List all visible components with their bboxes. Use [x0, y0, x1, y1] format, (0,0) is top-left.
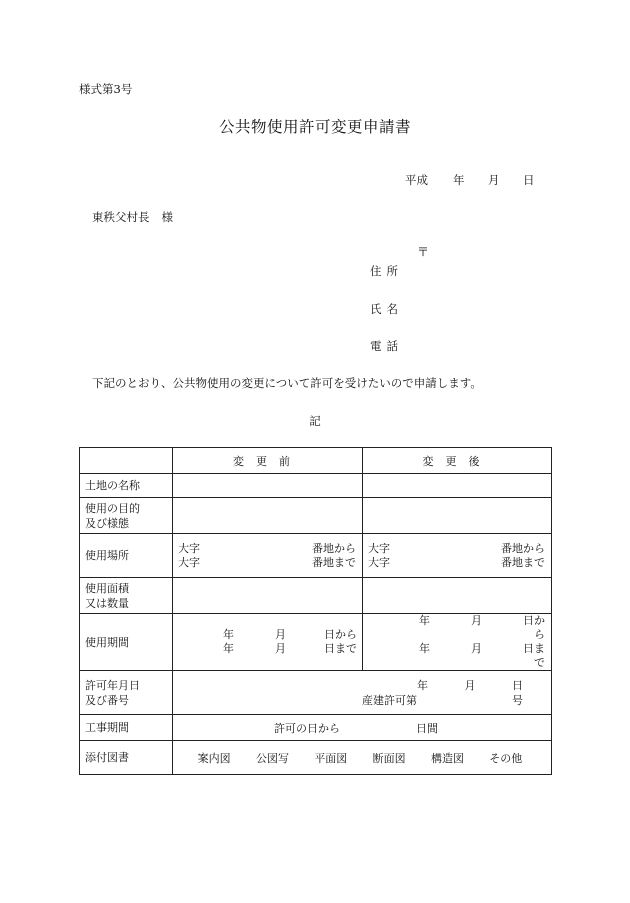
date-era: 平成 — [405, 173, 428, 187]
attachment-other[interactable]: その他 — [489, 751, 523, 765]
oaza-label: 大字 — [368, 541, 390, 555]
oaza-label: 大字 — [368, 555, 390, 569]
row-period — [80, 614, 552, 671]
construction-days-label: 日間 — [416, 721, 438, 735]
location-label: 使用場所 — [85, 549, 129, 562]
document-title: 公共物使用許可変更申請書 — [218, 118, 411, 136]
application-table — [79, 447, 552, 775]
row-label-area — [80, 578, 173, 614]
oaza-label: 大字 — [178, 555, 200, 569]
month-label: 月 — [471, 614, 482, 627]
row-label-location — [80, 534, 173, 578]
period-label: 使用期間 — [85, 635, 129, 649]
to-label: 番地まで — [501, 555, 545, 569]
permit-month-label: 月 — [464, 678, 476, 692]
header-row — [80, 448, 552, 474]
day-to-label: 日まで — [324, 642, 357, 655]
attachment-plan-view[interactable]: 平面図 — [314, 751, 348, 765]
attachment-section-view[interactable]: 断面図 — [372, 751, 406, 765]
to-label: 番地まで — [312, 555, 356, 569]
date-year: 年 — [453, 173, 465, 187]
area-label-2: 又は数量 — [85, 596, 129, 610]
attachment-structure-drawing[interactable]: 構造図 — [430, 751, 464, 765]
construction-label: 工事期間 — [85, 721, 129, 734]
year-label: 年 — [419, 614, 430, 627]
area-before[interactable] — [173, 578, 363, 614]
header-after: 変更後 — [363, 448, 552, 474]
area-label-1: 使用面積 — [85, 581, 129, 595]
address-label: 住所 — [370, 264, 403, 278]
row-attachments — [80, 741, 552, 775]
row-label-period — [80, 614, 173, 671]
purpose-after[interactable] — [363, 498, 552, 534]
attachment-cadastral-copy[interactable]: 公図写 — [255, 751, 289, 765]
attachment-guide-map[interactable]: 案内図 — [197, 751, 231, 765]
from-label: 番地から — [501, 541, 545, 555]
permit-no-label: 産建許可第 — [362, 693, 417, 707]
day-to-label: 日まで — [523, 642, 545, 669]
permit-day-label: 日 — [512, 678, 523, 692]
oaza-label: 大字 — [178, 541, 200, 555]
permit-cell[interactable] — [173, 671, 552, 715]
purpose-before[interactable] — [173, 498, 363, 534]
area-after[interactable] — [363, 578, 552, 614]
addressee-honorific: 様 — [161, 210, 173, 224]
period-after[interactable] — [363, 614, 552, 671]
row-location — [80, 534, 552, 578]
permit-number-suffix: 号 — [512, 693, 523, 707]
month-label: 月 — [275, 628, 286, 641]
header-blank — [80, 448, 173, 474]
purpose-label-2: 及び様態 — [85, 516, 129, 530]
row-area — [80, 578, 552, 614]
row-label-permit — [80, 671, 173, 715]
day-from-label: 日から — [324, 628, 357, 641]
period-before[interactable] — [173, 614, 363, 671]
date-month: 月 — [488, 173, 500, 187]
day-from-label: 日から — [523, 614, 545, 641]
construction-from-label: 許可の日から — [274, 721, 340, 735]
year-label: 年 — [223, 642, 234, 655]
location-before[interactable] — [173, 534, 363, 578]
land-name-label: 土地の名称 — [85, 479, 140, 492]
construction-cell[interactable] — [173, 715, 552, 741]
name-label: 氏名 — [370, 302, 403, 316]
year-label: 年 — [419, 642, 430, 655]
from-label: 番地から — [312, 541, 356, 555]
intro-text: 下記のとおり、公共物使用の変更について許可を受けたいので申請します。 — [92, 376, 482, 390]
row-permit — [80, 671, 552, 715]
permit-year-label: 年 — [417, 678, 428, 692]
header-before: 変更前 — [173, 448, 363, 474]
purpose-label-1: 使用の目的 — [85, 501, 140, 515]
phone-label: 電話 — [370, 339, 403, 353]
date-day: 日 — [523, 173, 535, 187]
form-number: 様式第3号 — [79, 82, 133, 96]
land-name-after[interactable] — [363, 474, 552, 498]
addressee-name: 東秩父村長 — [92, 210, 150, 224]
row-label-attachments — [80, 741, 173, 775]
row-land-name — [80, 474, 552, 498]
permit-label-1: 許可年月日 — [85, 678, 140, 692]
attachments-cell — [173, 741, 552, 775]
month-label: 月 — [471, 642, 482, 655]
month-label: 月 — [275, 642, 286, 655]
postal-mark: 〒 — [417, 245, 430, 259]
row-purpose — [80, 498, 552, 534]
land-name-before[interactable] — [173, 474, 363, 498]
addressee — [92, 209, 173, 225]
row-label-land-name — [80, 474, 173, 498]
row-label-construction — [80, 715, 173, 741]
row-construction — [80, 715, 552, 741]
permit-label-2: 及び番号 — [85, 693, 129, 707]
ki-heading: 記 — [309, 414, 321, 428]
year-label: 年 — [223, 628, 234, 641]
attachments-label: 添付図書 — [85, 751, 129, 764]
location-after[interactable] — [363, 534, 552, 578]
row-label-purpose — [80, 498, 173, 534]
